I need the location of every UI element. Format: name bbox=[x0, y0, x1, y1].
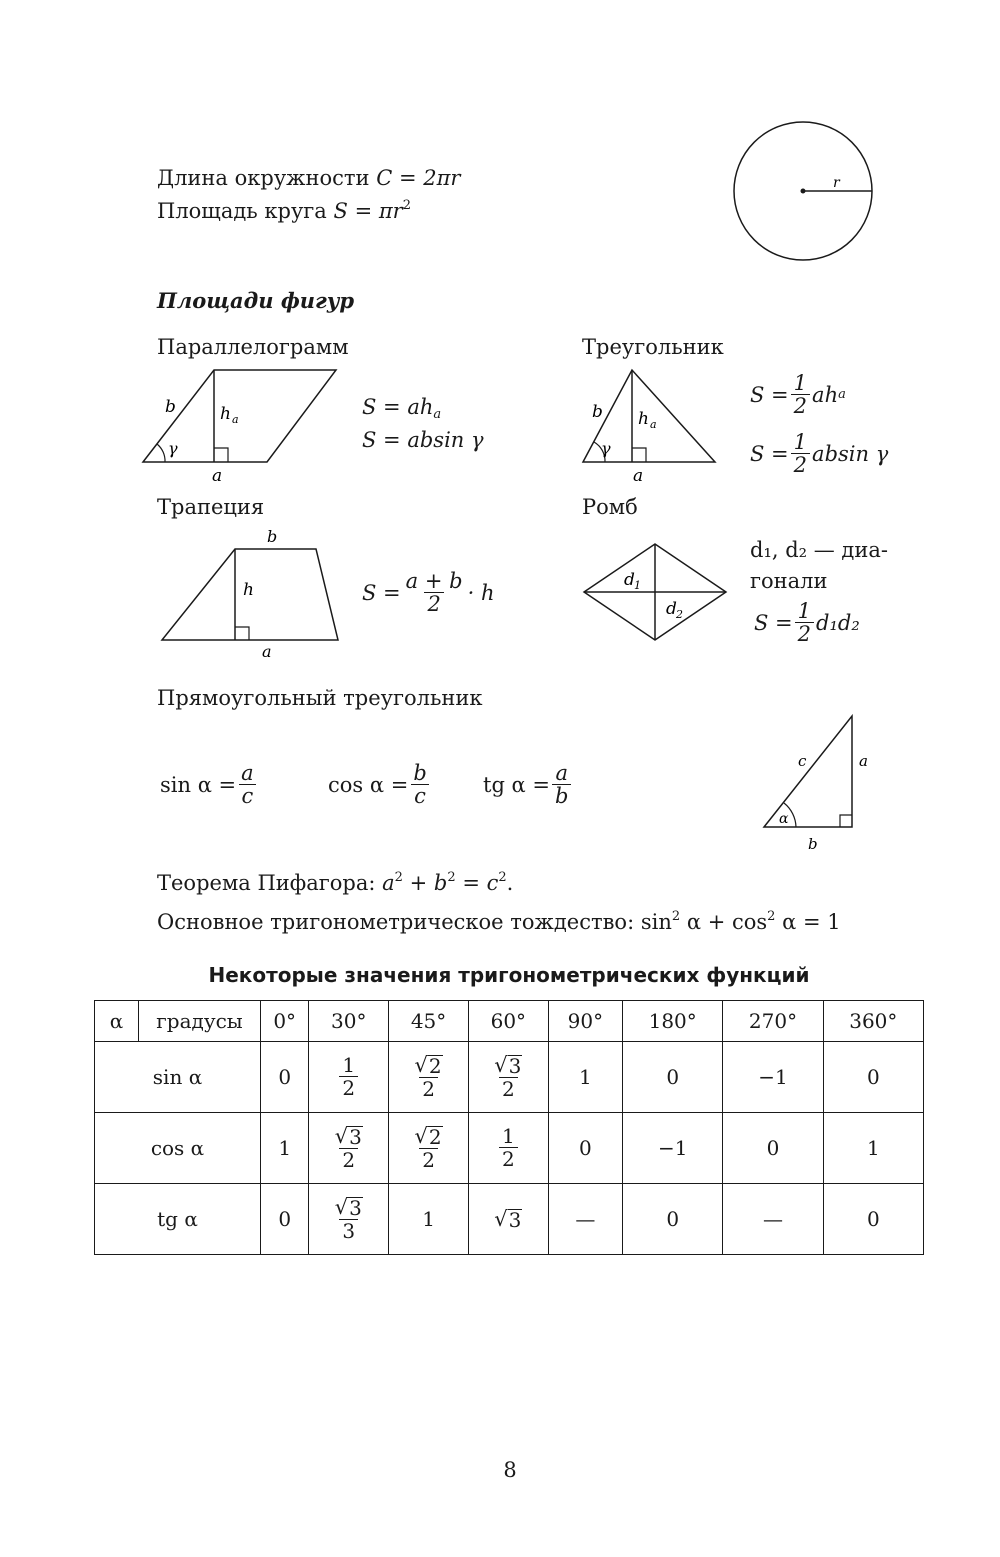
cos-formula-fraction: $\frac{b}{c}$ bbox=[410, 762, 429, 808]
rhombus-note-line1: d₁, d₂ — диа- bbox=[750, 538, 888, 562]
cell-value: — bbox=[723, 1184, 823, 1255]
triangle-h: h bbox=[638, 409, 649, 429]
circle-area-formula: S = πr bbox=[333, 199, 403, 223]
rhombus-d1-sub: 1 bbox=[634, 579, 641, 592]
circle-length-label: Длина окружности bbox=[157, 166, 370, 190]
cell-value: 0 bbox=[261, 1184, 309, 1255]
sin-formula-fraction: $\frac{a}{c}$ bbox=[238, 762, 257, 808]
sin-formula: sin α = $\frac{a}{c}$ bbox=[160, 762, 259, 808]
trapezoid-formula-fraction: $\frac{a + b}{2}$ bbox=[405, 569, 463, 617]
rhombus-d2: d bbox=[666, 599, 677, 619]
right-triangle-alpha: α bbox=[779, 811, 789, 827]
cos-formula: cos α = $\frac{b}{c}$ bbox=[328, 762, 432, 808]
cell-value: 1 bbox=[823, 1113, 923, 1184]
triangle-formula2: S = $\frac{1}{2}$ absin γ bbox=[750, 430, 889, 478]
triangle-diagram bbox=[578, 362, 723, 487]
cell-value: 0 bbox=[823, 1042, 923, 1113]
trig-values-table bbox=[94, 1000, 924, 1255]
parallelogram-formula1: $S = ah_a$ bbox=[362, 395, 442, 422]
rhombus-diagram bbox=[580, 540, 730, 645]
circle-length bbox=[157, 166, 460, 191]
right-triangle-a: a bbox=[859, 752, 868, 770]
rhombus-formula: S = $\frac{1}{2}$ d₁d₂ bbox=[754, 599, 860, 647]
rhombus-d1: d bbox=[624, 570, 635, 590]
pythagoras-label: Теорема Пифагора: bbox=[157, 871, 376, 895]
parallelogram-formula1-sub: a bbox=[433, 407, 442, 422]
cell-fraction: √ 3 2 bbox=[468, 1042, 548, 1113]
tg-formula: tg α = $\frac{a}{b}$ bbox=[483, 762, 573, 808]
cell-value: 0 bbox=[623, 1184, 723, 1255]
cell-value: 0 bbox=[261, 1042, 309, 1113]
trapezoid-formula: S = $\frac{a + b}{2}$ · h bbox=[362, 569, 495, 617]
cell-fraction: √ 3 3 bbox=[309, 1184, 389, 1255]
circle-area bbox=[157, 199, 411, 224]
triangle-formula1: S = $\frac{1}{2}$ ah a bbox=[750, 371, 846, 419]
triangle-a: a bbox=[633, 466, 644, 486]
right-triangle-diagram bbox=[758, 710, 878, 855]
row-func-cos: cos α bbox=[95, 1113, 261, 1184]
rhombus-title: Ромб bbox=[582, 495, 638, 519]
trapezoid-title: Трапеция bbox=[157, 495, 265, 519]
row-func-tg: tg α bbox=[95, 1184, 261, 1255]
triangle-b: b bbox=[592, 402, 603, 422]
areas-title: Площади фигур bbox=[157, 288, 355, 313]
cell-value: −1 bbox=[623, 1113, 723, 1184]
rhombus-formula-fraction: $\frac{1}{2}$ bbox=[795, 600, 814, 646]
rhombus-note-line2: гонали bbox=[750, 569, 828, 593]
header-alpha: α bbox=[95, 1001, 139, 1042]
cell-fraction: $\frac{1}{2}$ bbox=[309, 1042, 389, 1113]
right-triangle-title: Прямоугольный треугольник bbox=[157, 686, 483, 710]
parallelogram-b: b bbox=[165, 397, 176, 417]
table-row-sin bbox=[95, 1042, 924, 1113]
triangle-formula1-fraction: $\frac{1}{2}$ bbox=[791, 372, 810, 418]
cell-sqrt: √ 3 bbox=[468, 1184, 548, 1255]
cell-value: 1 bbox=[261, 1113, 309, 1184]
table-header-row bbox=[95, 1001, 924, 1042]
header-angle: 180° bbox=[623, 1001, 723, 1042]
trapezoid-h: h bbox=[243, 580, 254, 600]
row-func-sin: sin α bbox=[95, 1042, 261, 1113]
right-triangle-c: c bbox=[798, 752, 807, 770]
header-angle: 45° bbox=[389, 1001, 469, 1042]
header-angle: 270° bbox=[723, 1001, 823, 1042]
circle-area-label: Площадь круга bbox=[157, 199, 327, 223]
triangle-formula2-fraction: $\frac{1}{2}$ bbox=[791, 431, 810, 477]
header-degrees: градусы bbox=[139, 1001, 261, 1042]
table-title: Некоторые значения тригонометрических функций bbox=[208, 963, 810, 987]
header-angle: 0° bbox=[261, 1001, 309, 1042]
cell-value: 0 bbox=[548, 1113, 622, 1184]
right-triangle-b: b bbox=[808, 835, 818, 853]
header-angle: 30° bbox=[309, 1001, 389, 1042]
parallelogram-title: Параллелограмм bbox=[157, 335, 349, 359]
cell-value: 1 bbox=[389, 1184, 469, 1255]
identity-label: Основное тригонометрическое тождество: bbox=[157, 910, 635, 934]
cell-value: 0 bbox=[723, 1113, 823, 1184]
parallelogram-a: a bbox=[212, 466, 223, 486]
parallelogram-diagram bbox=[138, 362, 343, 487]
cell-value: 1 bbox=[548, 1042, 622, 1113]
cell-fraction: √ 2 2 bbox=[389, 1042, 469, 1113]
circle-length-formula: C = 2πr bbox=[376, 166, 461, 190]
page-number: 8 bbox=[503, 1458, 517, 1482]
identity-line: Основное тригонометрическое тождество: $\sin^2 \alpha + \cos^2 \alpha = 1$ bbox=[157, 909, 841, 934]
parallelogram-h-sub: a bbox=[232, 413, 239, 426]
header-angle: 90° bbox=[548, 1001, 622, 1042]
triangle-gamma: γ bbox=[601, 439, 611, 458]
radius-label: r bbox=[833, 175, 840, 191]
cell-value: — bbox=[548, 1184, 622, 1255]
pythagoras-line: Теорема Пифагора: $a^2 + b^2 = c^2$. bbox=[157, 870, 514, 895]
circle-area-power: 2 bbox=[402, 198, 411, 213]
rhombus-d2-sub: 2 bbox=[676, 608, 683, 621]
header-angle: 360° bbox=[823, 1001, 923, 1042]
trapezoid-b: b bbox=[267, 527, 278, 546]
parallelogram-h: h bbox=[220, 404, 231, 424]
table-row-cos bbox=[95, 1113, 924, 1184]
trapezoid-a: a bbox=[262, 642, 272, 660]
cell-value: −1 bbox=[723, 1042, 823, 1113]
cell-value: 0 bbox=[623, 1042, 723, 1113]
triangle-h-sub: a bbox=[650, 418, 657, 431]
tg-formula-fraction: $\frac{a}{b}$ bbox=[552, 762, 571, 808]
parallelogram-gamma: γ bbox=[168, 439, 178, 458]
cell-fraction: √ 2 2 bbox=[389, 1113, 469, 1184]
cell-fraction: √ 3 2 bbox=[309, 1113, 389, 1184]
circle-diagram bbox=[730, 118, 880, 264]
parallelogram-formula2: S = absin γ bbox=[362, 428, 484, 452]
header-angle: 60° bbox=[468, 1001, 548, 1042]
triangle-title: Треугольник bbox=[582, 335, 724, 359]
cell-value: 0 bbox=[823, 1184, 923, 1255]
table-row-tg bbox=[95, 1184, 924, 1255]
cell-fraction: $\frac{1}{2}$ bbox=[468, 1113, 548, 1184]
trapezoid-diagram bbox=[155, 525, 345, 660]
